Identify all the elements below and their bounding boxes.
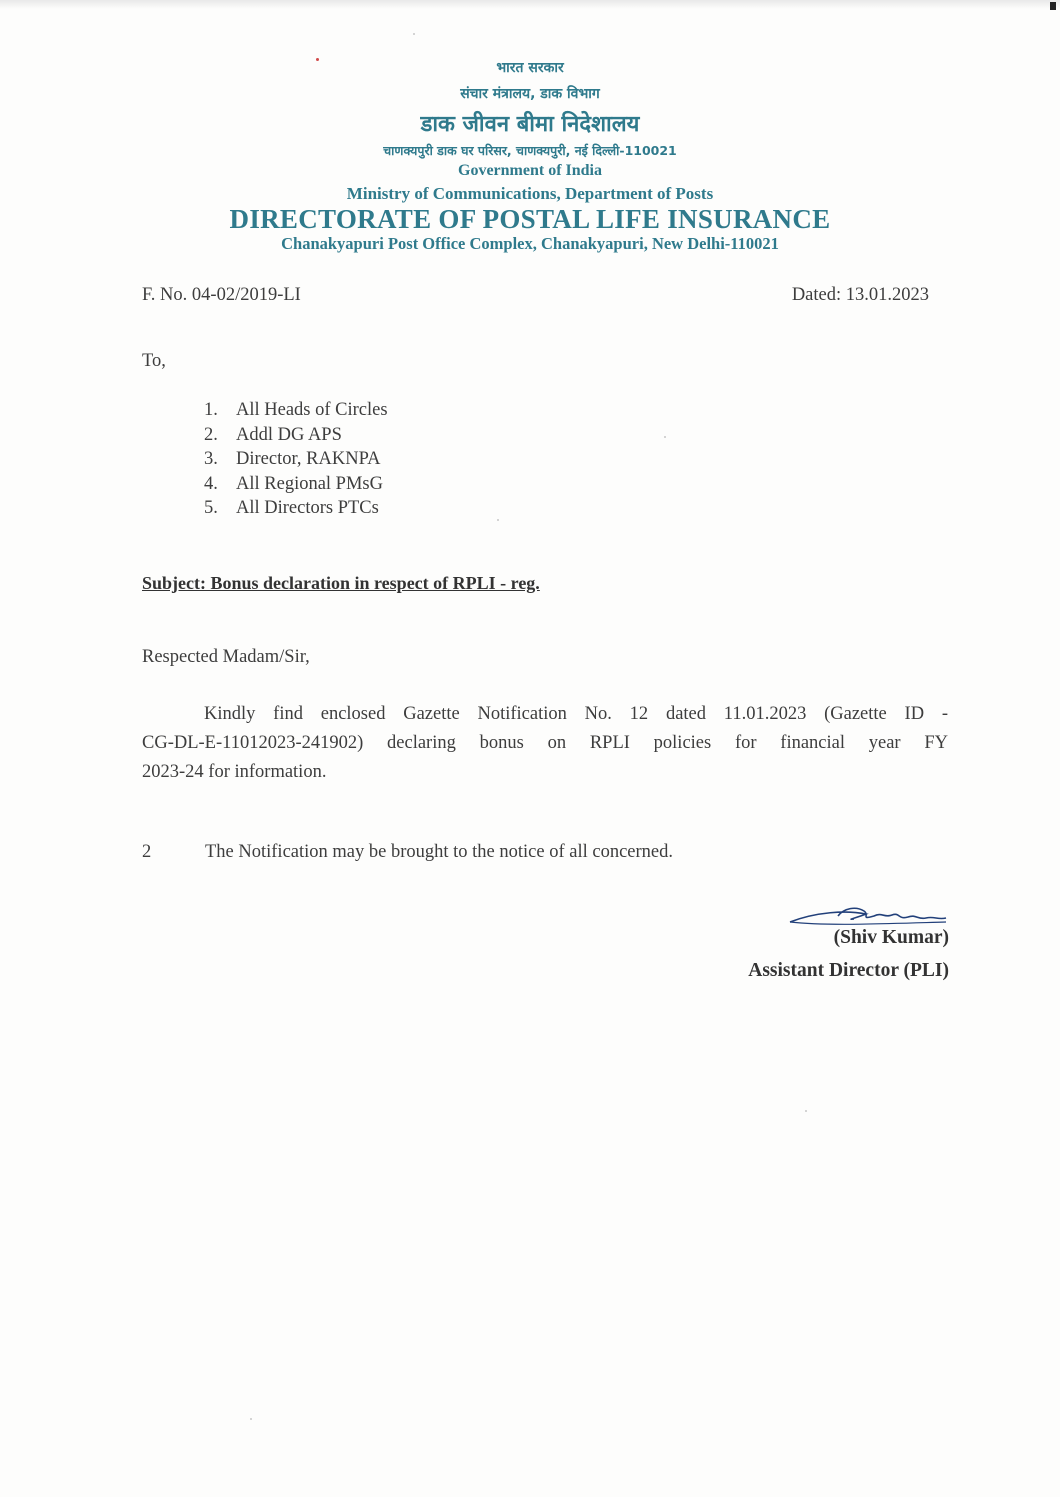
scan-speck (250, 1418, 252, 1420)
subject-line: Subject: Bonus declaration in respect of RPLI - reg. (142, 573, 540, 593)
point-text: The Notification may be brought to the notice of all concerned. (205, 842, 673, 862)
letterhead-hindi-govt: भारत सरकार (496, 60, 564, 76)
paragraph-line: 2023-24 for information. (142, 762, 327, 782)
letterhead-directorate: DIRECTORATE OF POSTAL LIFE INSURANCE (229, 204, 831, 234)
list-item (204, 398, 388, 423)
letterhead-hindi-ministry: संचार मंत्रालय, डाक विभाग (460, 86, 600, 102)
letterhead-hindi-address: चाणक्यपुरी डाक घर परिसर, चाणक्यपुरी, नई दिल्ली-110021 (383, 143, 677, 158)
scan-speck (413, 33, 415, 35)
letter-date: Dated: 13.01.2023 (791, 285, 929, 305)
salutation: Respected Madam/Sir, (142, 647, 310, 667)
addressee-label: To, (142, 351, 166, 371)
scan-corner-mark (1050, 2, 1056, 10)
letterhead-ministry: Ministry of Communications, Department of Posts (346, 184, 714, 203)
scan-top-edge (0, 0, 1060, 9)
list-item (204, 496, 388, 521)
list-item-text: All Heads of Circles (236, 400, 388, 420)
scan-speck (316, 58, 319, 61)
scan-speck (664, 436, 666, 438)
recipient-list (204, 398, 388, 521)
list-item-text: All Directors PTCs (236, 498, 379, 519)
letterhead-address: Chanakyapuri Post Office Complex, Chanakyapuri, New Delhi-110021 (281, 234, 779, 253)
letterhead-hindi-directorate: डाक जीवन बीमा निदेशालय (420, 112, 640, 137)
point-number: 2 (142, 842, 152, 862)
scan-speck (497, 519, 499, 521)
list-item-number: 2. (204, 424, 218, 445)
list-item-number: 1. (204, 400, 218, 420)
paragraph-line: Kindly find enclosed Gazette Notification No. 12 dated 11.01.2023 (Gazette ID - (204, 704, 948, 724)
signatory-name: (Shiv Kumar) (833, 927, 949, 948)
scan-speck (805, 1110, 807, 1112)
letterhead-govt: Government of India (458, 162, 602, 179)
list-item (204, 423, 388, 448)
list-item-number: 5. (204, 498, 218, 519)
list-item-number: 4. (204, 473, 218, 494)
paragraph-line: CG-DL-E-11012023-241902) declaring bonus on RPLI policies for financial year FY (142, 733, 948, 753)
list-item (204, 447, 388, 472)
file-number: F. No. 04-02/2019-LI (142, 285, 301, 305)
list-item-number: 3. (204, 449, 218, 470)
list-item-text: All Regional PMsG (236, 473, 383, 494)
list-item-text: Addl DG APS (236, 424, 342, 445)
signatory-designation: Assistant Director (PLI) (748, 960, 949, 981)
list-item-text: Director, RAKNPA (236, 449, 381, 470)
body-paragraph (142, 700, 948, 787)
list-item (204, 472, 388, 497)
